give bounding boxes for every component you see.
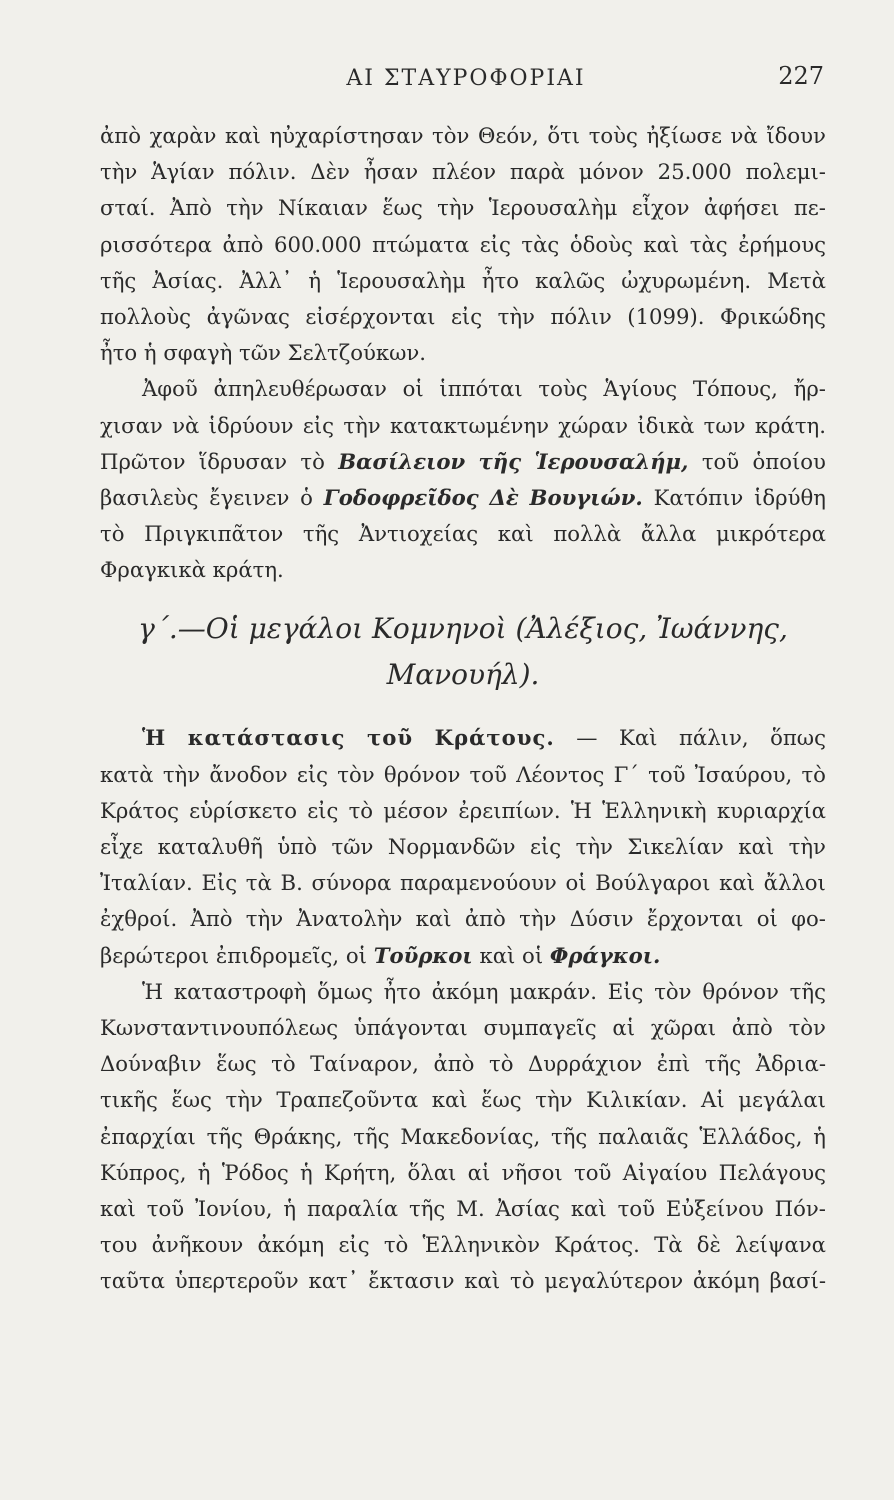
text-line: Δούναβιν ἕως τὸ Ταίναρον, ἀπὸ τὸ Δυρράχιον ἐπὶ τῆς Ἀδρια- <box>100 1051 826 1077</box>
page-header <box>100 62 832 98</box>
text-span: ὅπως <box>770 725 826 751</box>
text-line: τὸ Πριγκιπᾶτον τῆς Ἀντιοχείας καὶ πολλὰ ἄλλα μικρότερα <box>100 521 826 547</box>
text-span: ἔγεινεν <box>209 484 290 510</box>
text-span: ἱδρύθη <box>754 484 826 510</box>
text-span: τὸ <box>300 448 325 474</box>
emphasis-godfrey: Βουγιών. <box>529 484 643 510</box>
text-line: ρισσότερα ἀπὸ 600.000 πτώματα εἰς τὰς ὁδοὺς καὶ τὰς ἐρήμους <box>100 231 826 257</box>
text-span: βερώτεροι ἐπιδρομεῖς, οἱ <box>100 942 367 968</box>
text-line: Κράτος εὑρίσκετο εἰς τὸ μέσον ἐρειπίων. Ἡ Ἑλληνικὴ κυριαρχία <box>100 797 826 823</box>
emphasis-godfrey: Γοδοφρεῖδος <box>323 484 479 510</box>
text-span: Καὶ <box>619 725 658 751</box>
text-line: εἶχε καταλυθῆ ὑπὸ τῶν Νορμανδῶν εἰς τὴν Σικελίαν καὶ τὴν <box>100 834 826 859</box>
emphasis-kingdom-jerusalem: τῆς <box>478 448 522 474</box>
text-line <box>100 938 826 974</box>
text-span: καὶ οἱ <box>479 942 544 968</box>
text-line: ἦτο ἡ σφαγὴ τῶν Σελτζούκων. <box>100 340 427 366</box>
text-span: Πρῶτον <box>100 448 186 474</box>
text-span: βασιλεὺς <box>100 484 199 510</box>
paragraph <box>100 118 826 371</box>
text-line <box>100 480 826 516</box>
text-line <box>100 444 826 480</box>
run-in-heading: τοῦ <box>366 725 414 751</box>
heading-line: γ΄.—Οἱ μεγάλοι Κομνηνοὶ (Ἀλέξιος, Ἰωάννης, <box>138 612 788 646</box>
paragraph <box>100 720 826 973</box>
text-line: τῆς Ἀσίας. Ἀλλ᾽ ἡ Ἱερουσαλὴμ ἦτο καλῶς ὠχυρωμένη. Μετὰ <box>100 267 826 293</box>
text-line: του ἀνῆκουν ἀκόμη εἰς τὸ Ἑλληνικὸν Κράτος. Τὰ δὲ λείψανα <box>100 1232 826 1258</box>
run-in-heading: Ἡ <box>142 725 167 751</box>
text-span: — <box>576 725 598 751</box>
text-line: ἐπαρχίαι τῆς Θράκης, τῆς Μακεδονίας, τῆς παλαιᾶς Ἑλλάδος, ἡ <box>100 1123 826 1149</box>
text-line: Φραγκικὰ κράτη. <box>100 557 284 583</box>
emphasis-kingdom-jerusalem: Ἱερουσαλήμ, <box>534 448 689 474</box>
text-span: ὁποίου <box>752 448 826 474</box>
text-line: Ἀφοῦ ἀπηλευθέρωσαν οἱ ἱππόται τοὺς Ἁγίους Τόπους, ἤρ- <box>142 376 826 402</box>
text-line: Ἰταλίαν. Εἰς τὰ Β. σύνορα παραμενούουν οἱ Βούλγαροι καὶ ἄλλοι <box>100 870 826 896</box>
text-span: Κατόπιν <box>653 484 744 510</box>
page-body <box>100 118 826 1299</box>
text-line: κατὰ τὴν ἄνοδον εἰς τὸν θρόνον τοῦ Λέοντος Γ΄ τοῦ Ἰσαύρου, τὸ <box>100 761 826 787</box>
emphasis-kingdom-jerusalem: Βασίλειον <box>338 448 466 474</box>
text-line: ἀπὸ χαρὰν καὶ ηὐχαρίστησαν τὸν Θεόν, ὅτι τοὺς ἠξίωσε νὰ ἴδουν <box>100 123 826 148</box>
emphasis-turks: Τοῦρκοι <box>373 942 473 968</box>
running-title: ΑΙ ΣΤΑΥΡΟΦΟΡΙΑΙ <box>346 66 586 91</box>
text-line: πολλοὺς ἀγῶνας εἰσέρχονται εἰς τὴν πόλιν (1099). Φρικώδης <box>100 303 826 329</box>
paragraph <box>100 974 826 1300</box>
emphasis-franks: Φράγκοι. <box>549 942 661 968</box>
text-line: σταί. Ἀπὸ τὴν Νίκαιαν ἕως τὴν Ἱερουσαλὴμ εἶχον ἀφήσει πε- <box>100 195 826 221</box>
page-number: 227 <box>778 62 824 90</box>
text-span: πάλιν, <box>679 725 749 751</box>
text-span: ἵδρυσαν <box>198 448 288 474</box>
text-span: ὁ <box>300 484 313 510</box>
text-line: καὶ τοῦ Ἰονίου, ἡ παραλία τῆς Μ. Ἀσίας καὶ τοῦ Εὐξείνου Πόν- <box>100 1195 826 1221</box>
text-line: χισαν νὰ ἱδρύουν εἰς τὴν κατακτωμένην χώραν ἰδικὰ των κράτη. <box>100 412 826 438</box>
text-line: Κύπρος, ἡ Ῥόδος ἡ Κρήτη, ὅλαι αἱ νῆσοι τοῦ Αἰγαίου Πελάγους <box>100 1159 826 1185</box>
text-line: ἐχθροί. Ἀπὸ τὴν Ἀνατολὴν καὶ ἀπὸ τὴν Δύσιν ἔρχονται οἱ φο- <box>100 906 826 932</box>
section-heading <box>100 606 826 698</box>
run-in-heading: Κράτους. <box>434 725 555 751</box>
text-line: Ἡ καταστροφὴ ὅμως ἦτο ἀκόμη μακράν. Εἰς τὸν θρόνον τῆς <box>142 978 826 1004</box>
text-line: ταῦτα ὑπερτεροῦν κατ᾽ ἔκτασιν καὶ τὸ μεγαλύτερον ἀκόμη βασί- <box>100 1268 826 1294</box>
run-in-heading: κατάστασις <box>187 725 346 751</box>
text-span: τοῦ <box>701 448 740 474</box>
text-line: τὴν Ἁγίαν πόλιν. Δὲν ἦσαν πλέον παρὰ μόνον 25.000 πολεμι- <box>100 159 826 185</box>
heading-line: Μανουήλ). <box>386 658 540 692</box>
paragraph <box>100 371 826 588</box>
text-line <box>100 720 826 756</box>
text-line: τικῆς ἕως τὴν Τραπεζοῦντα καὶ ἕως τὴν Κιλικίαν. Αἱ μεγάλαι <box>100 1087 826 1113</box>
text-line: Κωνσταντινουπόλεως ὑπάγονται συμπαγεῖς αἱ χῶραι ἀπὸ τὸν <box>100 1014 826 1040</box>
emphasis-godfrey: Δὲ <box>489 484 519 510</box>
